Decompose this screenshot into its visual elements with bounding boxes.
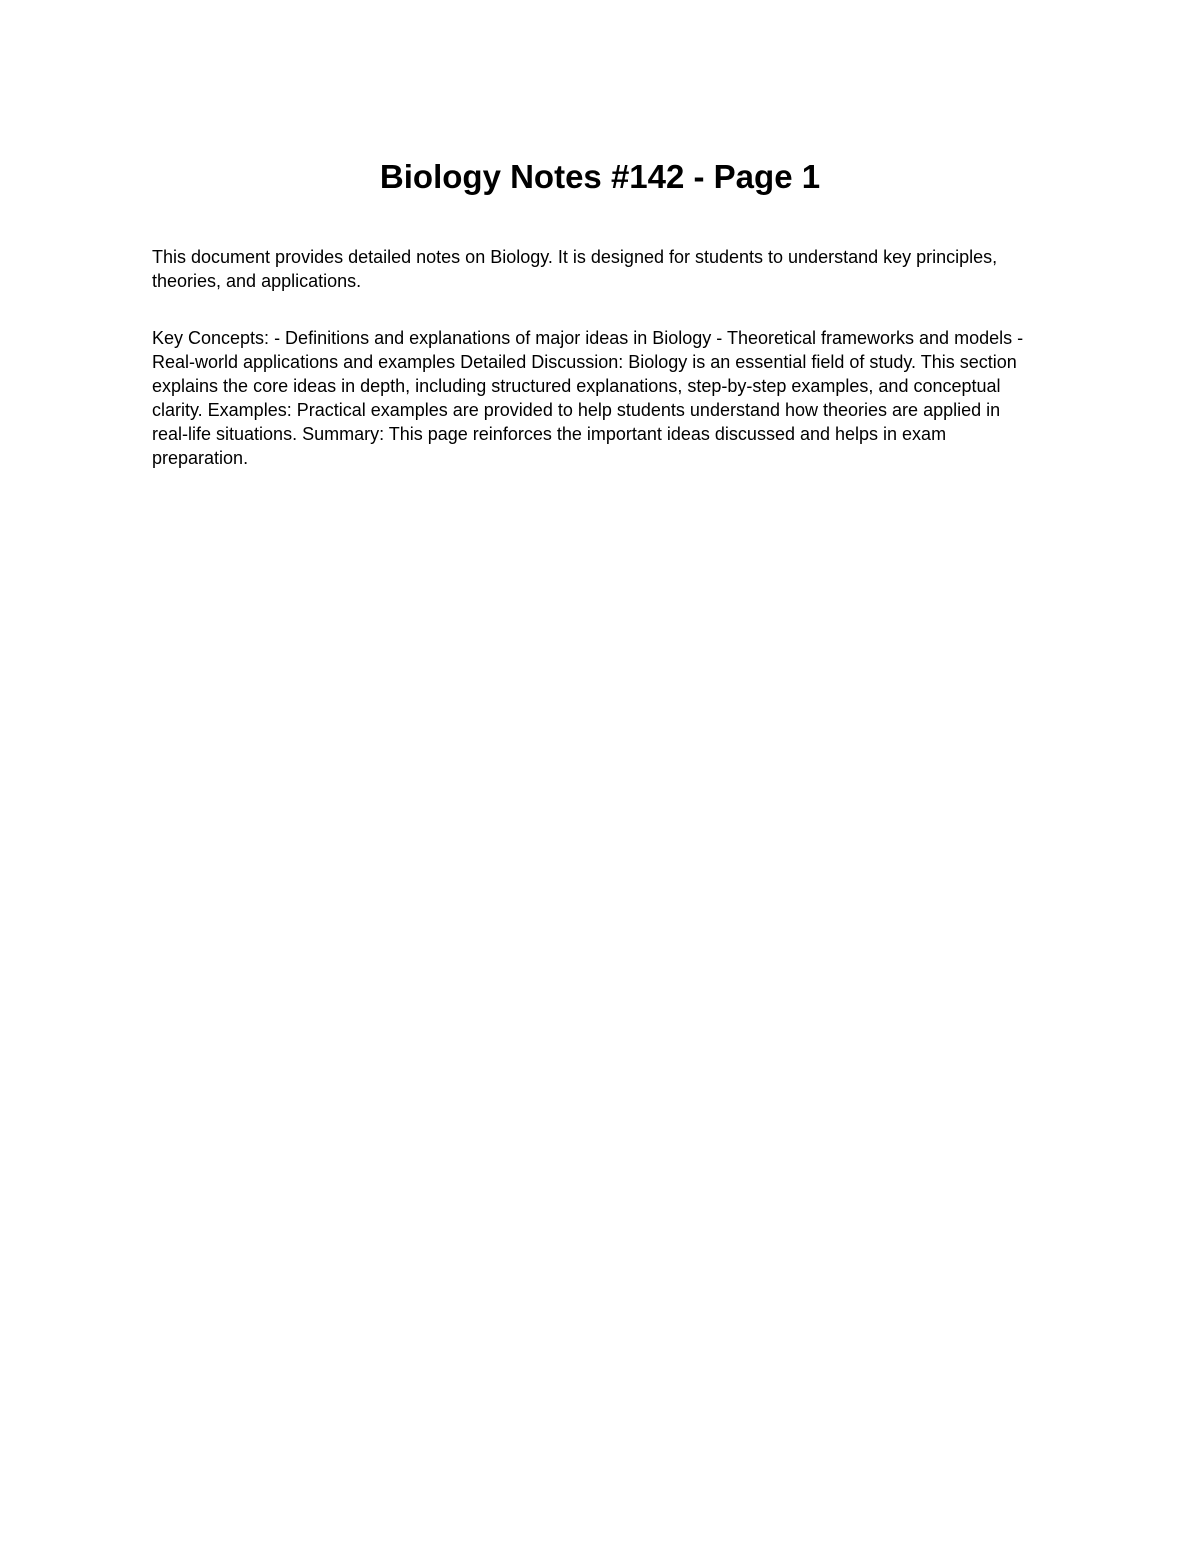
- body-paragraph: Key Concepts: - Definitions and explanations of major ideas in Biology - Theoretical frameworks and models - Real-world applications and examples Detailed Discussion: Biology is an essential field of study. This section explains the core ideas in depth, including structured explanations, step-by-step examples, and conceptual clarity. Examples: Practical examples are provided to help students understand how theories are applied in real-life situations. Summary: This page reinforces the important ideas discussed and helps in exam preparation.: [152, 328, 1024, 468]
- intro-paragraph: This document provides detailed notes on Biology. It is designed for students to understand key principles, theories, and applications.: [152, 247, 998, 291]
- page-title: Biology Notes #142 - Page 1: [379, 158, 821, 195]
